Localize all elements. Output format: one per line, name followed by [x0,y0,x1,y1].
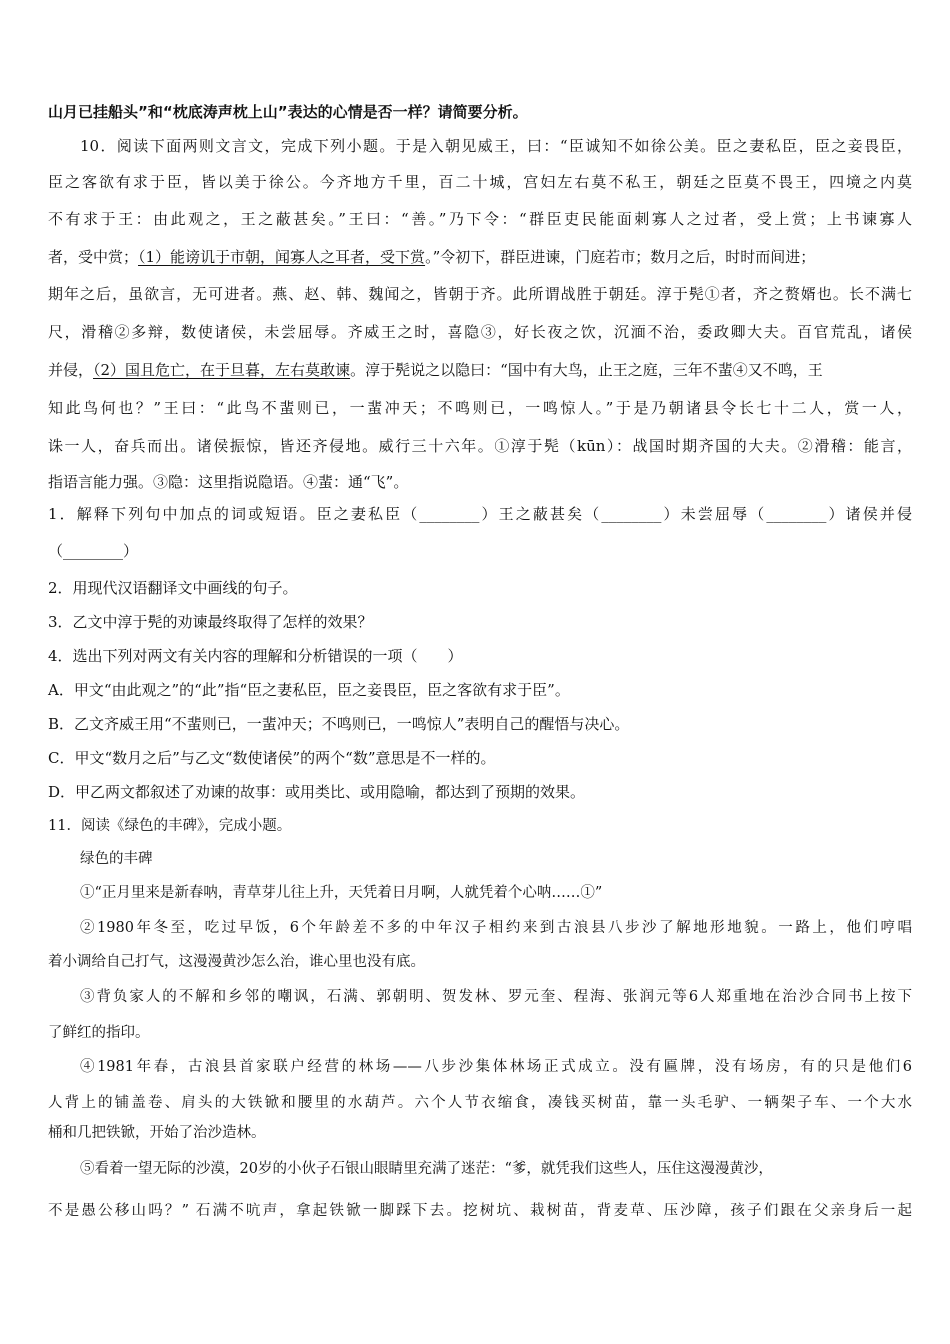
paragraph-2: ②1980年冬至，吃过早饭，6个年龄差不多的中年汉子相约来到古浪县八步沙了解地形地貌。一路上，他们哼唱 [80,920,912,936]
passage-line: 尺，滑稽②多辩，数使诸侯，未尝屈辱。齐威王之时，喜隐③，好长夜之饮，沉湎不治，委政卿大夫。百官荒乱，诸侯 [48,323,912,341]
paragraph-1: ①“正月里来是新春呐，青草芽儿往上升，天凭着日月啊，人就凭着个心呐……①” [80,885,603,901]
text: 。”令初下，群臣进谏，门庭若市；数月之后，时时而间进； [425,248,816,266]
paragraph-2-cont: 着小调给自己打气，这漫漫黄沙怎么治，谁心里也没有底。 [48,954,425,970]
underlined-sentence-1: （1）能谤讥于市朝，闻寡人之耳者，受下赏 [138,248,426,266]
passage-line: 期年之后，虽欲言，无可进者。燕、赵、韩、魏闻之，皆朝于齐。此所谓战胜于朝廷。淳于髡①者，齐之赘婿也。长不满七 [48,285,912,303]
sub-question-1: 1．解释下列句中加点的词或短语。臣之妻私臣（________）王之蔽甚矣（________）未尝屈辱（________）诸侯并侵 [48,505,912,523]
sub-question-4: 4．选出下列对两文有关内容的理解和分析错误的一项（ ） [48,647,463,665]
option-d: D．甲乙两文都叙述了劝谏的故事：或用类比、或用隐喻，都达到了预期的效果。 [48,783,586,801]
paragraph-4-cont: 人背上的铺盖卷、肩头的大铁锨和腰里的水葫芦。六个人节衣缩食，凑钱买树苗，靠一头毛驴、一辆架子车、一个大水 [48,1095,912,1111]
option-c: C．甲文“数月之后”与乙文“数使诸侯”的两个“数”意思是不一样的。 [48,749,496,767]
option-a: A．甲文“由此观之”的“此”指“臣之妻私臣，臣之妾畏臣，臣之客欲有求于臣”。 [48,681,570,699]
underlined-sentence-2: （2）国且危亡，在于旦暮，左右莫敢谏 [93,361,351,379]
sub-question-3: 3．乙文中淳于髡的劝谏最终取得了怎样的效果？ [48,613,373,631]
paragraph-4-cont: 桶和几把铁锨，开始了治沙造林。 [48,1125,266,1141]
paragraph-5: ⑤看着一望无际的沙漠，20岁的小伙子石银山眼睛里充满了迷茫：“爹，就凭我们这些人，压住这漫漫黄沙， [80,1161,773,1177]
passage-line [48,360,912,380]
text: 者，受中赏； [48,248,139,266]
passage-line [48,247,912,267]
paragraph-3-cont: 了鲜红的指印。 [48,1025,150,1041]
passage-line: 指语言能力强。③隐：这里指说隐语。④蜚：通“飞”。 [48,473,409,491]
passage-line: 臣之客欲有求于臣，皆以美于徐公。今齐地方千里，百二十城，宫妇左右莫不私王，朝廷之臣莫不畏王，四境之内莫 [48,173,912,191]
paragraph-3: ③背负家人的不解和乡邻的嘲讽，石满、郭朝明、贺发林、罗元奎、程海、张润元等6人郑重地在治沙合同书上按下 [80,989,912,1005]
sub-question-2: 2．用现代汉语翻译文中画线的句子。 [48,579,298,597]
paragraph-5-cont: 不是愚公移山吗？” 石满不吭声，拿起铁锨一脚踩下去。挖树坑、栽树苗，背麦草、压沙障，孩子们跟在父亲身后一起 [48,1203,912,1219]
passage-line: 10．阅读下面两则文言文，完成下列小题。于是入朝见威王，曰：“臣诚知不如徐公美。臣之妻私臣，臣之妾畏臣， [80,137,912,155]
passage-line: 诛一人，奋兵而出。诸侯振惊，皆还齐侵地。威行三十六年。①淳于髡（kūn）：战国时期齐国的大夫。②滑稽：能言， [48,437,912,455]
option-b: B．乙文齐威王用“不蜚则已，一蜚冲天；不鸣则已，一鸣惊人”表明自己的醒悟与决心。 [48,715,630,733]
passage-line: 不有求于王：由此观之，王之蔽甚矣。”王曰：“善。”乃下令：“群臣吏民能面刺寡人之过者，受上赏；上书谏寡人 [48,210,912,228]
sub-question-1-cont: （________） [48,542,139,560]
paragraph-4: ④1981年春，古浪县首家联户经营的林场——八步沙集体林场正式成立。没有匾牌，没有场房，有的只是他们6 [80,1059,912,1075]
question-9-tail: 山月已挂船头”和“枕底涛声枕上山”表达的心情是否一样？请简要分析。 [48,103,528,121]
question-11-intro: 11．阅读《绿色的丰碑》，完成小题。 [48,818,292,834]
passage-line: 知此鸟何也？”王曰：“此鸟不蜚则已，一蜚冲天；不鸣则已，一鸣惊人。”于是乃朝诸县令长七十二人，赏一人， [48,399,912,417]
article-title: 绿色的丰碑 [80,851,153,867]
text: 。淳于髡说之以隐曰：“国中有大鸟，止王之庭，三年不蜚④又不鸣，王 [350,361,823,379]
text: 并侵， [48,361,94,379]
